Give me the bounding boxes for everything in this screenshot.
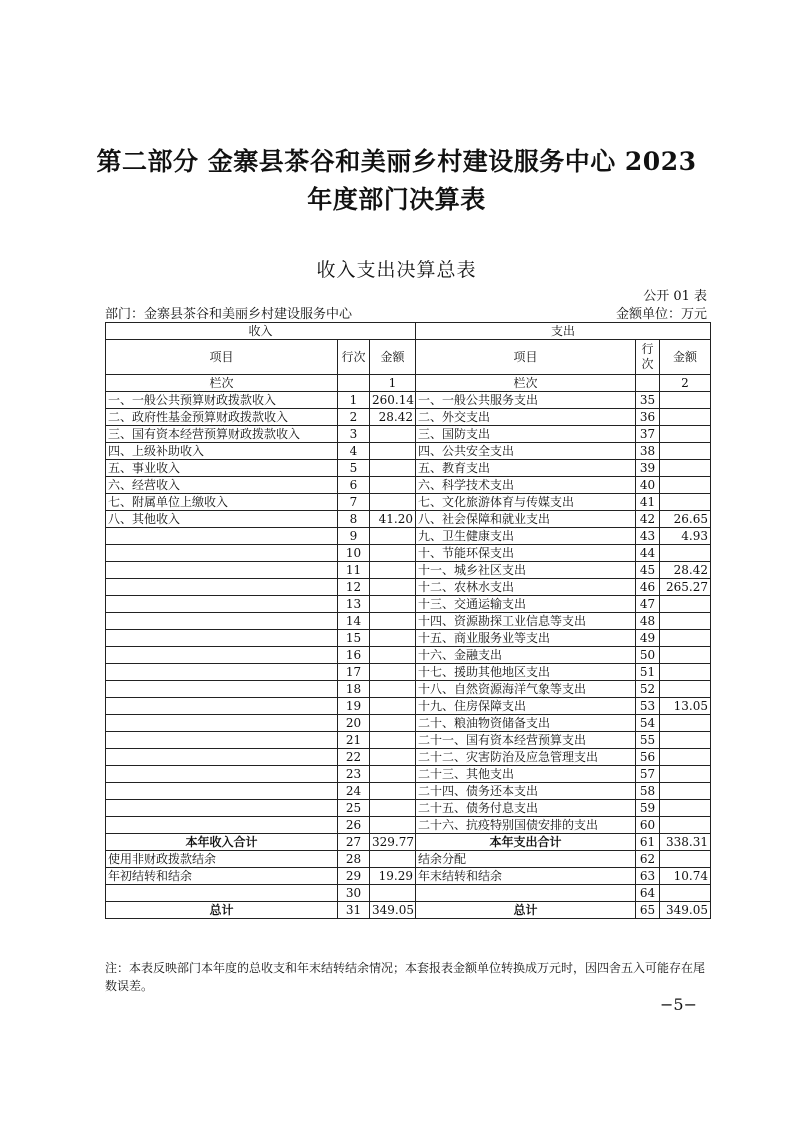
expense-item-cell: 八、社会保障和就业支出 <box>416 511 636 528</box>
income-item-cell: 五、事业收入 <box>106 460 338 477</box>
income-item-cell <box>106 579 338 596</box>
expense-amount-cell: 4.93 <box>660 528 711 545</box>
income-amount-cell <box>370 715 416 732</box>
income-item-cell <box>106 545 338 562</box>
income-amount-cell <box>370 613 416 630</box>
income-line-cell: 3 <box>338 426 370 443</box>
income-amount-cell <box>370 698 416 715</box>
income-item-cell <box>106 630 338 647</box>
expense-item-cell: 本年支出合计 <box>416 834 636 851</box>
expense-item-cell: 十六、金融支出 <box>416 647 636 664</box>
expense-line-cell: 37 <box>636 426 660 443</box>
expense-amount-cell <box>660 409 711 426</box>
income-line-cell: 14 <box>338 613 370 630</box>
income-item-cell <box>106 647 338 664</box>
income-item-cell <box>106 613 338 630</box>
expense-amount-cell <box>660 443 711 460</box>
expense-line-cell: 56 <box>636 749 660 766</box>
income-header: 收入 <box>106 323 416 340</box>
expense-item-cell: 年末结转和结余 <box>416 868 636 885</box>
income-item-cell: 总计 <box>106 902 338 919</box>
expense-index-number: 2 <box>660 375 711 392</box>
expense-item-cell: 四、公共安全支出 <box>416 443 636 460</box>
income-line-cell: 24 <box>338 783 370 800</box>
department-label: 部门：金寨县茶谷和美丽乡村建设服务中心 <box>105 307 353 322</box>
expense-amount-cell <box>660 494 711 511</box>
expense-item-cell: 十七、援助其他地区支出 <box>416 664 636 681</box>
income-line-cell: 28 <box>338 851 370 868</box>
income-item-cell: 四、上级补助收入 <box>106 443 338 460</box>
income-line-cell: 11 <box>338 562 370 579</box>
table-row <box>106 664 711 681</box>
expense-line-cell: 35 <box>636 392 660 409</box>
expense-line-cell: 58 <box>636 783 660 800</box>
subtotal-row <box>106 834 711 851</box>
income-amount-cell <box>370 630 416 647</box>
expense-amount-cell <box>660 732 711 749</box>
expense-item-cell: 二、外交支出 <box>416 409 636 426</box>
table-row <box>106 766 711 783</box>
expense-amount-cell <box>660 392 711 409</box>
income-amount-cell: 260.14 <box>370 392 416 409</box>
income-item-cell <box>106 817 338 834</box>
expense-amount-cell <box>660 800 711 817</box>
income-line-cell: 5 <box>338 460 370 477</box>
income-amount-cell: 41.20 <box>370 511 416 528</box>
table-row <box>106 545 711 562</box>
expense-line-cell: 57 <box>636 766 660 783</box>
income-item-cell <box>106 528 338 545</box>
income-amount-header: 金额 <box>370 340 416 375</box>
income-item-cell <box>106 562 338 579</box>
income-index-label: 栏次 <box>106 375 338 392</box>
expense-item-cell: 十二、农林水支出 <box>416 579 636 596</box>
income-line-cell: 30 <box>338 885 370 902</box>
expense-item-cell: 十、节能环保支出 <box>416 545 636 562</box>
table-row <box>106 868 711 885</box>
table-row <box>106 460 711 477</box>
total-row <box>106 902 711 919</box>
expense-amount-cell <box>660 783 711 800</box>
income-amount-cell <box>370 477 416 494</box>
table-row <box>106 528 711 545</box>
table-row <box>106 630 711 647</box>
income-line-header: 行次 <box>338 340 370 375</box>
expense-item-cell: 二十三、其他支出 <box>416 766 636 783</box>
table-row <box>106 817 711 834</box>
income-line-cell: 27 <box>338 834 370 851</box>
expense-line-cell: 60 <box>636 817 660 834</box>
income-item-cell <box>106 698 338 715</box>
income-amount-cell <box>370 783 416 800</box>
income-line-cell: 7 <box>338 494 370 511</box>
income-item-cell <box>106 732 338 749</box>
income-item-cell: 六、经营收入 <box>106 477 338 494</box>
unit-label: 金额单位：万元 <box>615 307 707 322</box>
income-line-cell: 2 <box>338 409 370 426</box>
expense-line-cell: 64 <box>636 885 660 902</box>
expense-line-cell: 54 <box>636 715 660 732</box>
income-line-cell: 20 <box>338 715 370 732</box>
income-amount-cell <box>370 732 416 749</box>
expense-item-cell: 六、科学技术支出 <box>416 477 636 494</box>
expense-line-cell: 40 <box>636 477 660 494</box>
expense-line-cell: 47 <box>636 596 660 613</box>
income-item-cell <box>106 800 338 817</box>
table-row <box>106 579 711 596</box>
income-amount-cell <box>370 426 416 443</box>
income-line-cell: 13 <box>338 596 370 613</box>
expense-line-cell: 61 <box>636 834 660 851</box>
expense-line-cell: 36 <box>636 409 660 426</box>
expense-amount-cell <box>660 545 711 562</box>
title-line-1: 第二部分 金寨县茶谷和美丽乡村建设服务中心 2023 <box>96 147 697 176</box>
expense-line-cell: 63 <box>636 868 660 885</box>
income-item-cell: 七、附属单位上缴收入 <box>106 494 338 511</box>
income-item-cell <box>106 715 338 732</box>
expense-line-cell: 39 <box>636 460 660 477</box>
table-row <box>106 749 711 766</box>
expense-amount-cell: 349.05 <box>660 902 711 919</box>
expense-line-cell: 49 <box>636 630 660 647</box>
income-item-cell <box>106 596 338 613</box>
expense-item-header: 项目 <box>416 340 636 375</box>
table-row <box>106 596 711 613</box>
income-line-cell: 6 <box>338 477 370 494</box>
document-title <box>80 143 713 219</box>
column-header-row <box>106 340 711 375</box>
table-meta <box>105 303 707 322</box>
income-line-cell: 12 <box>338 579 370 596</box>
table-row <box>106 613 711 630</box>
table-row <box>106 494 711 511</box>
table-row <box>106 885 711 902</box>
income-item-cell <box>106 681 338 698</box>
income-amount-cell <box>370 579 416 596</box>
income-line-cell: 19 <box>338 698 370 715</box>
table-row <box>106 783 711 800</box>
expense-line-cell: 41 <box>636 494 660 511</box>
expense-line-cell: 44 <box>636 545 660 562</box>
expense-line-cell: 55 <box>636 732 660 749</box>
table-row <box>106 511 711 528</box>
page-number: −5− <box>660 995 697 1014</box>
income-amount-cell <box>370 851 416 868</box>
expense-item-cell: 总计 <box>416 902 636 919</box>
income-item-cell: 八、其他收入 <box>106 511 338 528</box>
income-line-cell: 9 <box>338 528 370 545</box>
income-item-cell: 使用非财政拨款结余 <box>106 851 338 868</box>
table-row <box>106 732 711 749</box>
expense-line-cell: 43 <box>636 528 660 545</box>
expense-line-cell: 42 <box>636 511 660 528</box>
income-line-cell: 4 <box>338 443 370 460</box>
income-amount-cell <box>370 817 416 834</box>
title-line-2: 年度部门决算表 <box>307 185 486 214</box>
expense-amount-cell <box>660 766 711 783</box>
expense-amount-cell: 265.27 <box>660 579 711 596</box>
income-amount-cell <box>370 562 416 579</box>
income-amount-cell <box>370 545 416 562</box>
expense-amount-cell <box>660 460 711 477</box>
income-item-cell: 三、国有资本经营预算财政拨款收入 <box>106 426 338 443</box>
income-amount-cell <box>370 460 416 477</box>
expense-amount-cell <box>660 749 711 766</box>
income-line-cell: 15 <box>338 630 370 647</box>
expense-amount-cell <box>660 817 711 834</box>
income-amount-cell: 19.29 <box>370 868 416 885</box>
expense-line-cell: 51 <box>636 664 660 681</box>
income-item-cell: 本年收入合计 <box>106 834 338 851</box>
income-item-cell <box>106 885 338 902</box>
expense-line-cell: 48 <box>636 613 660 630</box>
income-index-number: 1 <box>370 375 416 392</box>
table-row <box>106 698 711 715</box>
income-item-cell: 二、政府性基金预算财政拨款收入 <box>106 409 338 426</box>
expense-amount-cell <box>660 851 711 868</box>
expense-amount-cell: 28.42 <box>660 562 711 579</box>
expense-amount-cell <box>660 885 711 902</box>
table-row <box>106 562 711 579</box>
income-amount-cell: 349.05 <box>370 902 416 919</box>
income-line-cell: 1 <box>338 392 370 409</box>
expense-item-cell: 一、一般公共服务支出 <box>416 392 636 409</box>
income-amount-cell <box>370 494 416 511</box>
expense-line-cell: 62 <box>636 851 660 868</box>
expense-item-cell: 五、教育支出 <box>416 460 636 477</box>
expense-item-cell: 结余分配 <box>416 851 636 868</box>
income-line-cell: 23 <box>338 766 370 783</box>
expense-line-cell: 65 <box>636 902 660 919</box>
income-line-cell: 21 <box>338 732 370 749</box>
table-row <box>106 800 711 817</box>
expense-header: 支出 <box>416 323 711 340</box>
income-item-cell: 年初结转和结余 <box>106 868 338 885</box>
expense-item-cell: 十八、自然资源海洋气象等支出 <box>416 681 636 698</box>
income-item-cell <box>106 783 338 800</box>
expense-line-cell: 53 <box>636 698 660 715</box>
table-header-row <box>106 323 711 340</box>
expense-line-cell: 59 <box>636 800 660 817</box>
expense-amount-cell: 13.05 <box>660 698 711 715</box>
income-amount-cell <box>370 596 416 613</box>
expense-amount-cell: 338.31 <box>660 834 711 851</box>
expense-line-cell: 38 <box>636 443 660 460</box>
expense-amount-cell <box>660 681 711 698</box>
expense-line-cell: 52 <box>636 681 660 698</box>
budget-summary-table <box>105 322 711 919</box>
table-row <box>106 647 711 664</box>
footnote: 注：本表反映部门本年度的总收支和年末结转结余情况；本套报表金额单位转换成万元时，因四舍五入可能存在尾数误差。 <box>105 961 706 993</box>
income-line-cell: 8 <box>338 511 370 528</box>
expense-item-cell: 十九、住房保障支出 <box>416 698 636 715</box>
expense-amount-cell <box>660 647 711 664</box>
income-amount-cell: 28.42 <box>370 409 416 426</box>
income-line-cell: 29 <box>338 868 370 885</box>
expense-line-header: 行次 <box>636 340 660 375</box>
expense-amount-cell <box>660 715 711 732</box>
income-line-cell: 25 <box>338 800 370 817</box>
income-item-cell <box>106 749 338 766</box>
expense-item-cell: 九、卫生健康支出 <box>416 528 636 545</box>
expense-item-cell: 二十六、抗疫特别国债安排的支出 <box>416 817 636 834</box>
expense-item-cell: 七、文化旅游体育与传媒支出 <box>416 494 636 511</box>
expense-amount-cell <box>660 613 711 630</box>
expense-amount-cell <box>660 596 711 613</box>
expense-amount-cell: 10.74 <box>660 868 711 885</box>
income-line-cell: 10 <box>338 545 370 562</box>
expense-amount-header: 金额 <box>660 340 711 375</box>
income-line-cell: 18 <box>338 681 370 698</box>
expense-item-cell: 三、国防支出 <box>416 426 636 443</box>
expense-item-cell <box>416 885 636 902</box>
income-amount-cell <box>370 766 416 783</box>
expense-item-cell: 十三、交通运输支出 <box>416 596 636 613</box>
income-amount-cell <box>370 800 416 817</box>
income-item-cell <box>106 766 338 783</box>
income-amount-cell <box>370 528 416 545</box>
expense-item-cell: 二十二、灾害防治及应急管理支出 <box>416 749 636 766</box>
income-item-cell: 一、一般公共预算财政拨款收入 <box>106 392 338 409</box>
expense-item-cell: 二十五、债务付息支出 <box>416 800 636 817</box>
expense-amount-cell <box>660 630 711 647</box>
expense-item-cell: 二十一、国有资本经营预算支出 <box>416 732 636 749</box>
table-row <box>106 477 711 494</box>
table-row <box>106 409 711 426</box>
expense-item-cell: 十一、城乡社区支出 <box>416 562 636 579</box>
expense-amount-cell: 26.65 <box>660 511 711 528</box>
expense-index-label: 栏次 <box>416 375 636 392</box>
income-amount-cell <box>370 681 416 698</box>
expense-amount-cell <box>660 426 711 443</box>
table-row <box>106 851 711 868</box>
expense-line-cell: 50 <box>636 647 660 664</box>
table-row <box>106 392 711 409</box>
income-amount-cell <box>370 749 416 766</box>
income-amount-cell: 329.77 <box>370 834 416 851</box>
table-row <box>106 681 711 698</box>
income-item-header: 项目 <box>106 340 338 375</box>
expense-amount-cell <box>660 477 711 494</box>
expense-amount-cell <box>660 664 711 681</box>
income-item-cell <box>106 664 338 681</box>
expense-item-cell: 十四、资源勘探工业信息等支出 <box>416 613 636 630</box>
form-number: 公开 01 表 <box>643 289 707 304</box>
income-amount-cell <box>370 647 416 664</box>
income-line-cell: 16 <box>338 647 370 664</box>
table-row <box>106 426 711 443</box>
column-index-row <box>106 375 711 392</box>
expense-line-cell: 46 <box>636 579 660 596</box>
expense-item-cell: 十五、商业服务业等支出 <box>416 630 636 647</box>
income-line-cell: 31 <box>338 902 370 919</box>
income-line-cell: 26 <box>338 817 370 834</box>
income-amount-cell <box>370 443 416 460</box>
expense-line-cell: 45 <box>636 562 660 579</box>
table-title: 收入支出决算总表 <box>316 259 477 281</box>
expense-item-cell: 二十四、债务还本支出 <box>416 783 636 800</box>
table-row <box>106 715 711 732</box>
income-line-cell: 22 <box>338 749 370 766</box>
expense-item-cell: 二十、粮油物资储备支出 <box>416 715 636 732</box>
income-amount-cell <box>370 664 416 681</box>
table-row <box>106 443 711 460</box>
income-line-cell: 17 <box>338 664 370 681</box>
table-body <box>106 392 711 919</box>
income-amount-cell <box>370 885 416 902</box>
